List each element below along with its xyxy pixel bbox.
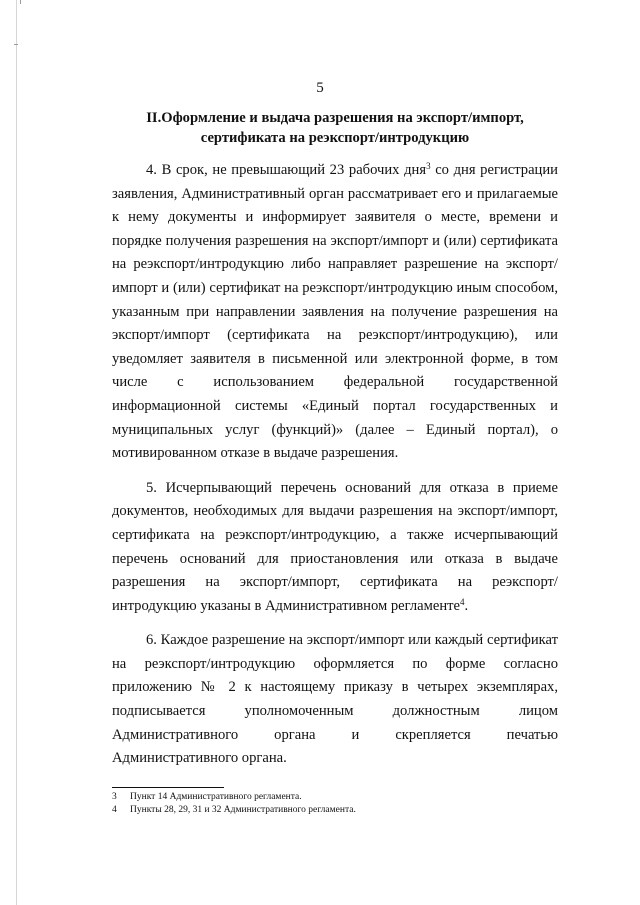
paragraph-text: 4. В срок, не превышающий 23 рабочих дня: [146, 162, 427, 178]
paragraph-text: 6. Каждое разрешение на экспорт/импорт или каждый сертификат на реэкспорт/интродукцию оформляется по форме согласно приложению № 2 к настоящему приказу в четырех экземплярах, подписывается уполномоченным должностным лицом Административного органа и скрепляется печатью Административного органа.: [112, 632, 558, 767]
footnote-number: 4: [112, 805, 117, 815]
paragraph-5: [112, 477, 558, 619]
page-number: 5: [316, 80, 324, 96]
footnote-text: Пункт 14 Административного регламента.: [130, 792, 302, 802]
footnote-separator: [112, 787, 224, 788]
paragraph-4: [112, 159, 558, 466]
paragraph-text: .: [464, 597, 469, 614]
footnote-text: Пункты 28, 29, 31 и 32 Административного регламента.: [130, 805, 356, 815]
paragraph-text: со дня регистрации заявления, Административный орган рассматривает его и прилагаемые к нему документы и информирует заявителя о месте, времени и порядке получения разрешения на экспорт/импорт и (или) сертификата на реэкспорт/интродукцию либо направляет разрешение на экспорт/импорт и (или) сертификат на реэкспорт/интродукцию иным способом, указанным при направлении заявления на получение разрешения на экспорт/импорт (сертификата на реэкспорт/интродукцию), или уведомляет заявителя в письменной или электронной форме, в том числе с использованием федеральной государственной информационной системы «Единый портал государственных и муниципальных услуг (функций)» (далее – Единый портал), о мотивированном отказе в выдаче разрешения.: [112, 162, 558, 462]
footnote: [112, 804, 558, 817]
section-title: II.Оформление и выдача разрешения на экспорт/импорт, сертификата на реэкспорт/интродукцию: [146, 110, 524, 146]
footnote-ref: 4: [460, 596, 465, 607]
footnote-ref: 3: [426, 161, 431, 171]
footnotes: [112, 791, 558, 817]
scan-edge-mark: [20, 0, 21, 4]
footnote-number: 3: [112, 792, 117, 802]
footnote: [112, 791, 558, 804]
scan-edge-mark: [16, 0, 17, 905]
paragraph-text: 5. Исчерпывающий перечень оснований для отказа в приеме документов, необходимых для выдачи разрешения на экспорт/импорт, сертификата на реэкспорт/интродукцию, а также исчерпывающий перечень оснований для приостановления или отказа в выдаче разрешения на экспорт/импорт, сертификата на реэкспорт/интродукцию указаны в Административном регламенте: [112, 479, 558, 614]
paragraph-6: [112, 629, 558, 771]
scan-edge-mark: [14, 44, 18, 45]
body-text: [112, 159, 558, 782]
